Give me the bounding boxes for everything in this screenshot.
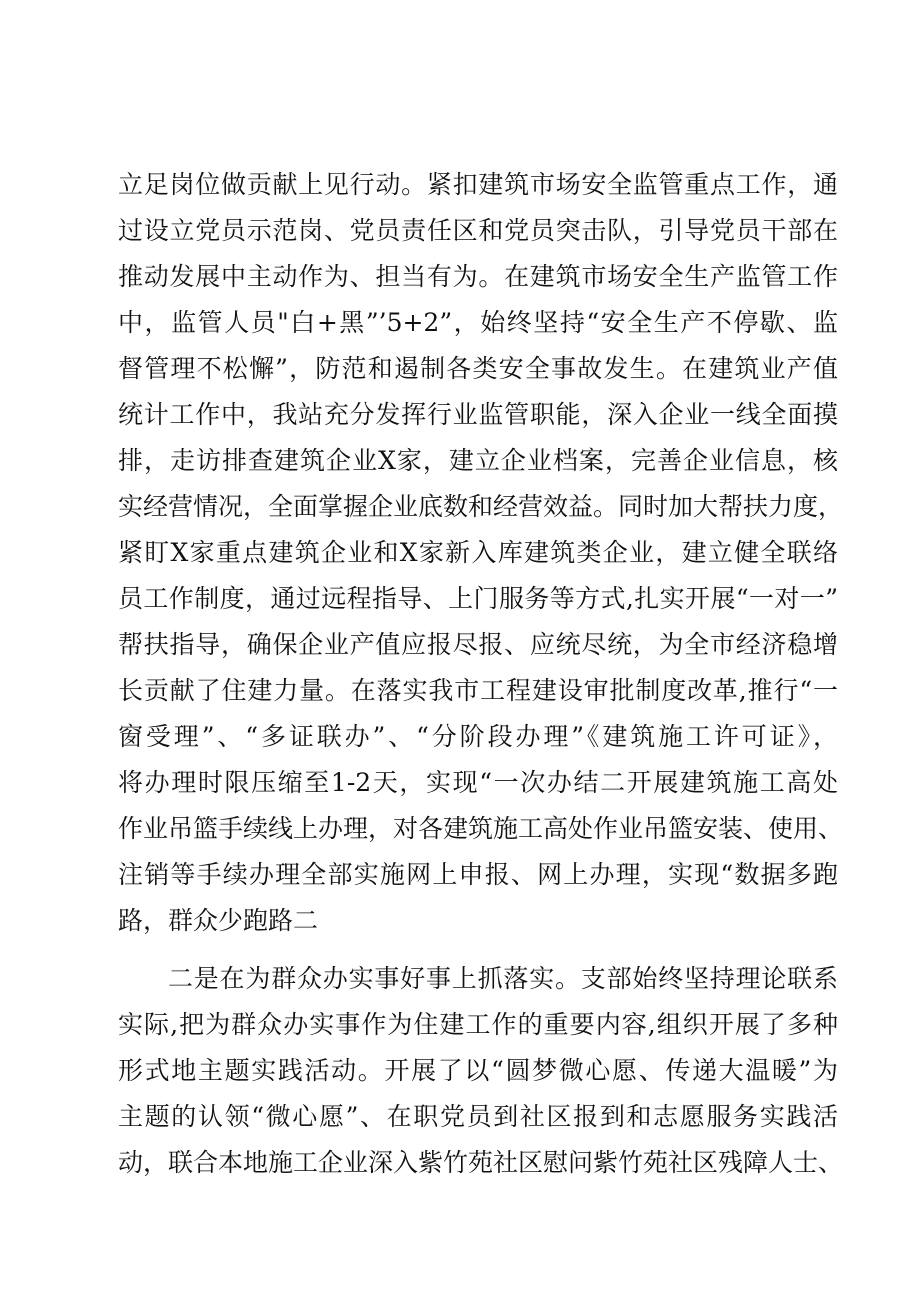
text-line: 长贡献了住建力量。在落实我市工程建设审批制度改革,推行“一 [118,676,838,705]
text-line: 主题的认领“微心愿”、在职党员到社区报到和志愿服务实践活 [118,1102,838,1131]
text-line: 动，联合本地施工企业深入紫竹苑社区慰问紫竹苑社区残障人士、 [118,1148,844,1177]
text-line: 排，走访排查建筑企业X家，建立企业档案，完善企业信息，核 [118,446,838,475]
text-line: 形式地主题实践活动。开展了以“圆梦微心愿、传递大温暖”为 [118,1056,838,1085]
text-line: 帮扶指导，确保企业产值应报尽报、应统尽统，为全市经济稳增 [118,630,838,659]
text-line: 立足岗位做贡献上见行动。紧扣建筑市场安全监管重点工作，通 [118,170,838,199]
text-line: 督管理不松懈”，防范和遏制各类安全事故发生。在建筑业产值 [118,354,838,383]
text-line: 推动发展中主动作为、担当有为。在建筑市场安全生产监管工作 [118,262,838,291]
document-body [118,162,844,1186]
text-line: 紧盯X家重点建筑企业和X家新入库建筑类企业，建立健全联络 [118,538,838,567]
text-line: 作业吊篮手续线上办理，对各建筑施工高处作业吊篮安装、使用、 [118,814,844,843]
text-line: 过设立党员示范岗、党员责任区和党员突击队，引导党员干部在 [118,216,838,245]
text-line: 窗受理”、“多证联办”、“分阶段办理”《建筑施工许可证》， [118,722,838,751]
text-line-indented: 二是在为群众办实事好事上抓落实。支部始终坚持理论联系 [168,964,838,993]
text-line: 统计工作中，我站充分发挥行业监管职能，深入企业一线全面摸 [118,400,838,429]
text-line: 将办理时限压缩至1-2天，实现“一次办结二开展建筑施工高处 [118,768,838,797]
paragraph-2 [118,956,844,1186]
text-line-last: 路，群众少跑路二 [118,906,319,935]
text-line: 员工作制度，通过远程指导、上门服务等方式,扎实开展“一对一” [118,584,838,613]
paragraph-1 [118,162,844,944]
text-line: 中，监管人员"白+黑”’5+2”，始终坚持“安全生产不停歇、监 [118,308,838,337]
text-line: 实经营情况，全面掌握企业底数和经营效益。同时加大帮扶力度， [118,492,844,521]
text-line: 注销等手续办理全部实施网上申报、网上办理，实现“数据多跑 [118,860,838,889]
paragraph-gap [118,944,838,956]
text-line: 实际,把为群众办实事作为住建工作的重要内容,组织开展了多种 [118,1010,838,1039]
